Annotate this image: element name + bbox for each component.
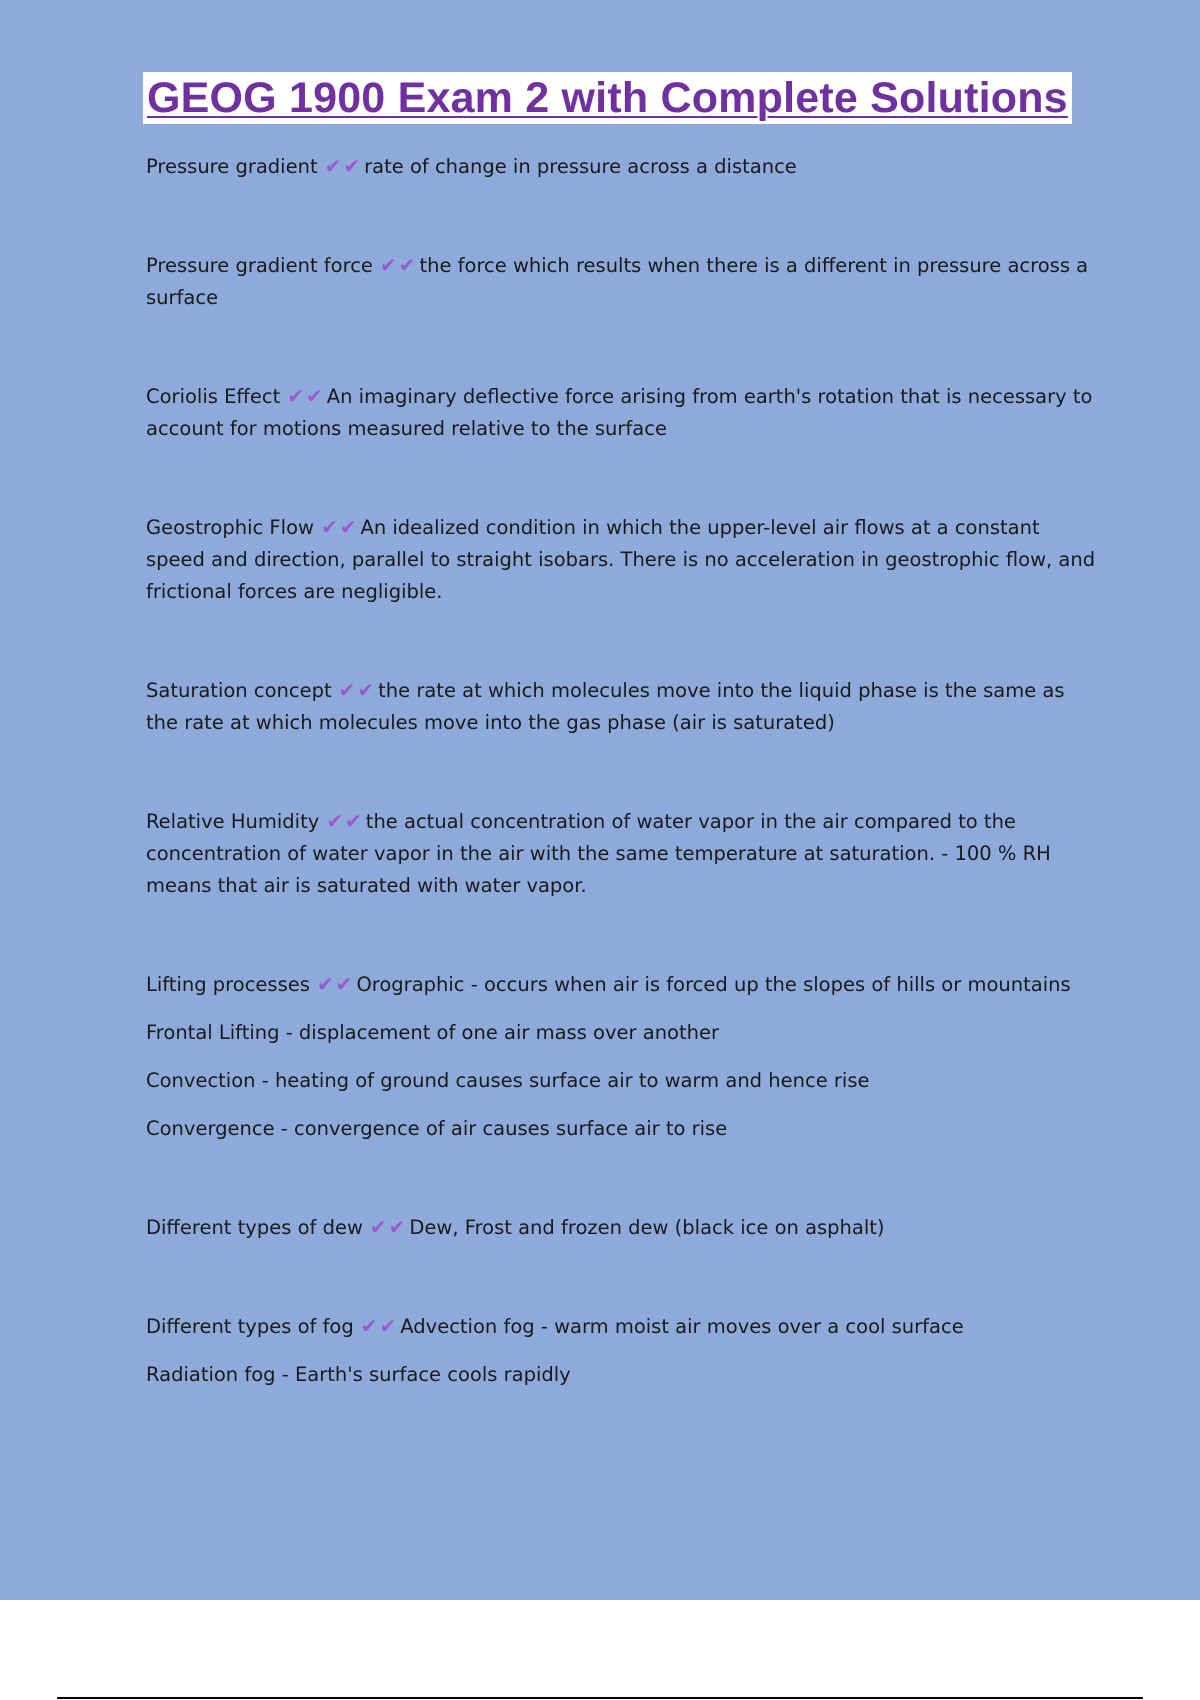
check-marks <box>325 810 363 833</box>
qa-main-line <box>146 511 1096 608</box>
check-icon: ✔ <box>369 1215 387 1239</box>
qa-entry <box>146 674 1096 739</box>
check-icon: ✔ <box>357 678 375 702</box>
definition: An idealized condition in which the upper-level air flows at a constant speed and direction, parallel to straight isobars. There is no acceleration in geostrophic flow, and frictional forces are negligible. <box>146 516 1096 603</box>
check-marks <box>338 679 376 702</box>
qa-entry <box>146 511 1096 608</box>
qa-main-line <box>146 805 1096 902</box>
check-icon: ✔ <box>306 384 323 408</box>
term: Geostrophic Flow <box>146 516 314 539</box>
check-icon: ✔ <box>379 1314 397 1338</box>
qa-entry <box>146 1211 1096 1244</box>
qa-extra-line: Convergence - convergence of air causes surface air to rise <box>146 1117 728 1140</box>
check-marks <box>360 1315 398 1338</box>
check-icon: ✔ <box>324 154 342 178</box>
qa-entry <box>146 805 1096 902</box>
qa-entry <box>146 380 1096 445</box>
qa-entry <box>146 249 1096 314</box>
term: Relative Humidity <box>146 810 320 833</box>
definition: the actual concentration of water vapor in the air compared to the concentration of water vapor in the air with the same temperature at saturation. - 100 % RH means that air is saturated with water vapor. <box>146 810 1051 897</box>
check-icon: ✔ <box>345 809 362 833</box>
qa-main-line <box>146 1211 1096 1244</box>
qa-entry <box>146 968 1096 1145</box>
document-title: GEOG 1900 Exam 2 with Complete Solutions <box>147 73 1068 122</box>
qa-entry <box>146 150 1096 183</box>
definition: An imaginary deflective force arising from earth's rotation that is necessary to account for motions measured relative to the surface <box>146 385 1093 440</box>
definition: Dew, Frost and frozen dew (black ice on asphalt) <box>409 1216 885 1239</box>
term: Saturation concept <box>146 679 332 702</box>
qa-main-line <box>146 249 1096 314</box>
check-icon: ✔ <box>398 253 416 277</box>
definition: Orographic - occurs when air is forced up the slopes of hills or mountains <box>356 973 1071 996</box>
qa-main-line <box>146 968 1096 1001</box>
footer-divider <box>57 1697 1143 1699</box>
qa-extra-line: Frontal Lifting - displacement of one air mass over another <box>146 1021 720 1044</box>
definition: rate of change in pressure across a distance <box>364 155 797 178</box>
check-icon: ✔ <box>320 515 338 539</box>
check-icon: ✔ <box>343 154 361 178</box>
term: Pressure gradient <box>146 155 318 178</box>
check-marks <box>286 385 324 408</box>
term: Different types of fog <box>146 1315 354 1338</box>
check-icon: ✔ <box>335 972 353 996</box>
definition: Advection fog - warm moist air moves over a cool surface <box>400 1315 964 1338</box>
term: Different types of dew <box>146 1216 363 1239</box>
qa-extra-line: Convection - heating of ground causes surface air to warm and hence rise <box>146 1069 870 1092</box>
qa-main-line <box>146 150 1096 183</box>
check-marks <box>324 155 362 178</box>
check-icon: ✔ <box>379 253 397 277</box>
check-icon: ✔ <box>339 515 357 539</box>
check-icon: ✔ <box>316 972 334 996</box>
qa-entry <box>146 1310 1096 1391</box>
check-icon: ✔ <box>338 678 356 702</box>
check-icon: ✔ <box>388 1215 406 1239</box>
term: Lifting processes <box>146 973 310 996</box>
check-marks <box>379 254 417 277</box>
check-icon: ✔ <box>326 809 344 833</box>
check-icon: ✔ <box>287 384 304 408</box>
qa-main-line <box>146 674 1096 739</box>
qa-main-line <box>146 380 1096 445</box>
definition: the force which results when there is a different in pressure across a surface <box>146 254 1089 309</box>
check-icon: ✔ <box>360 1314 378 1338</box>
check-marks <box>369 1216 407 1239</box>
definition: the rate at which molecules move into the liquid phase is the same as the rate at which molecules move into the gas phase (air is saturated) <box>146 679 1065 734</box>
check-marks <box>320 516 358 539</box>
qa-main-line <box>146 1310 1096 1343</box>
term: Coriolis Effect <box>146 385 281 408</box>
qa-extra-line: Radiation fog - Earth's surface cools rapidly <box>146 1363 571 1386</box>
check-marks <box>316 973 354 996</box>
title-highlight <box>143 72 1072 124</box>
qa-list <box>146 150 1096 1457</box>
term: Pressure gradient force <box>146 254 373 277</box>
